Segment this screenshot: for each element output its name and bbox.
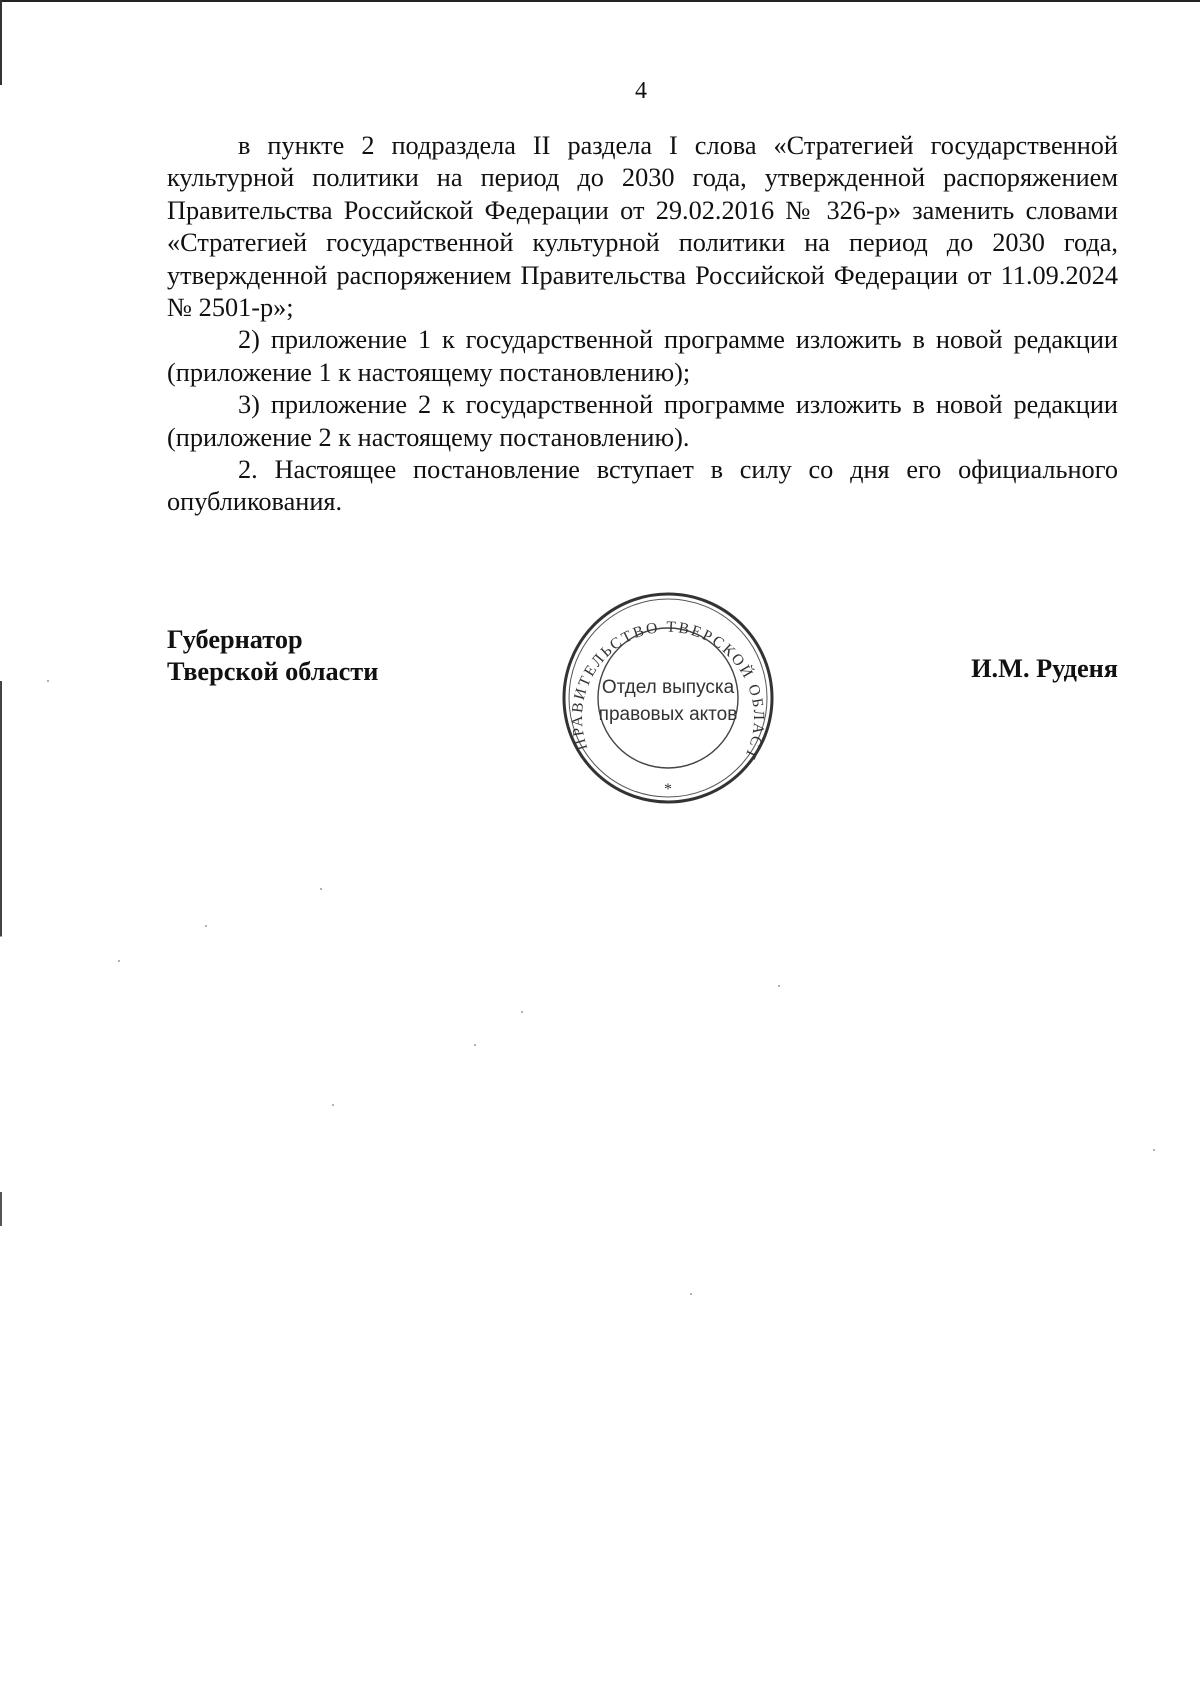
scan-dot [47,680,49,682]
seal-center-line2: правовых актов [598,704,738,725]
scan-dot [474,1044,476,1046]
signatory-title-line2: Тверской области [167,657,379,686]
scan-dot [118,960,120,962]
signatory-name: И.М. Руденя [971,654,1118,683]
paragraph-amendment: в пункте 2 подраздела II раздела I слова «Стратегией государственной культурной политики на период до 2030 года, утвержденной распоряжением Правительства Российской Федерации от 29.02.2016 № 326-р» заменить словами «Стратегией государственной культурной политики на период до 2030 года, утвержденной распоряжением Правительства Российской Федерации от 11.09.2024 № 2501-р»; [167,131,1118,323]
signatory-title-line1: Губернатор [167,625,303,654]
seal-graphic [558,588,778,808]
official-seal [558,588,778,808]
scan-dot [205,925,207,927]
scan-dot [320,888,322,890]
signatory-title [167,624,378,688]
paragraph-appendix-1: 2) приложение 1 к государственной программе изложить в новой редакции (приложение 1 к настоящему постановлению); [167,325,1118,387]
page-number: 4 [635,78,647,104]
scan-dot [1153,1149,1155,1151]
scan-dot [778,985,780,987]
seal-ring-text: ПРАВИТЕЛЬСТВО ТВЕРСКОЙ ОБЛАСТ [568,618,768,764]
scan-dot [690,1293,692,1295]
paragraph-effective-date: 2. Настоящее постановление вступает в силу со дня его официального опубликования. [167,455,1118,517]
scan-dot [332,1104,334,1106]
paragraph-appendix-2: 3) приложение 2 к государственной программе изложить в новой редакции (приложение 2 к настоящему постановлению). [167,390,1118,452]
seal-star: * [664,781,672,798]
seal-center-line1: Отдел выпуска [601,677,735,698]
document-body [167,130,1118,519]
scan-dot [521,1011,523,1013]
scan-edge-top [0,0,1200,2]
scan-edge-left [0,0,2,1703]
